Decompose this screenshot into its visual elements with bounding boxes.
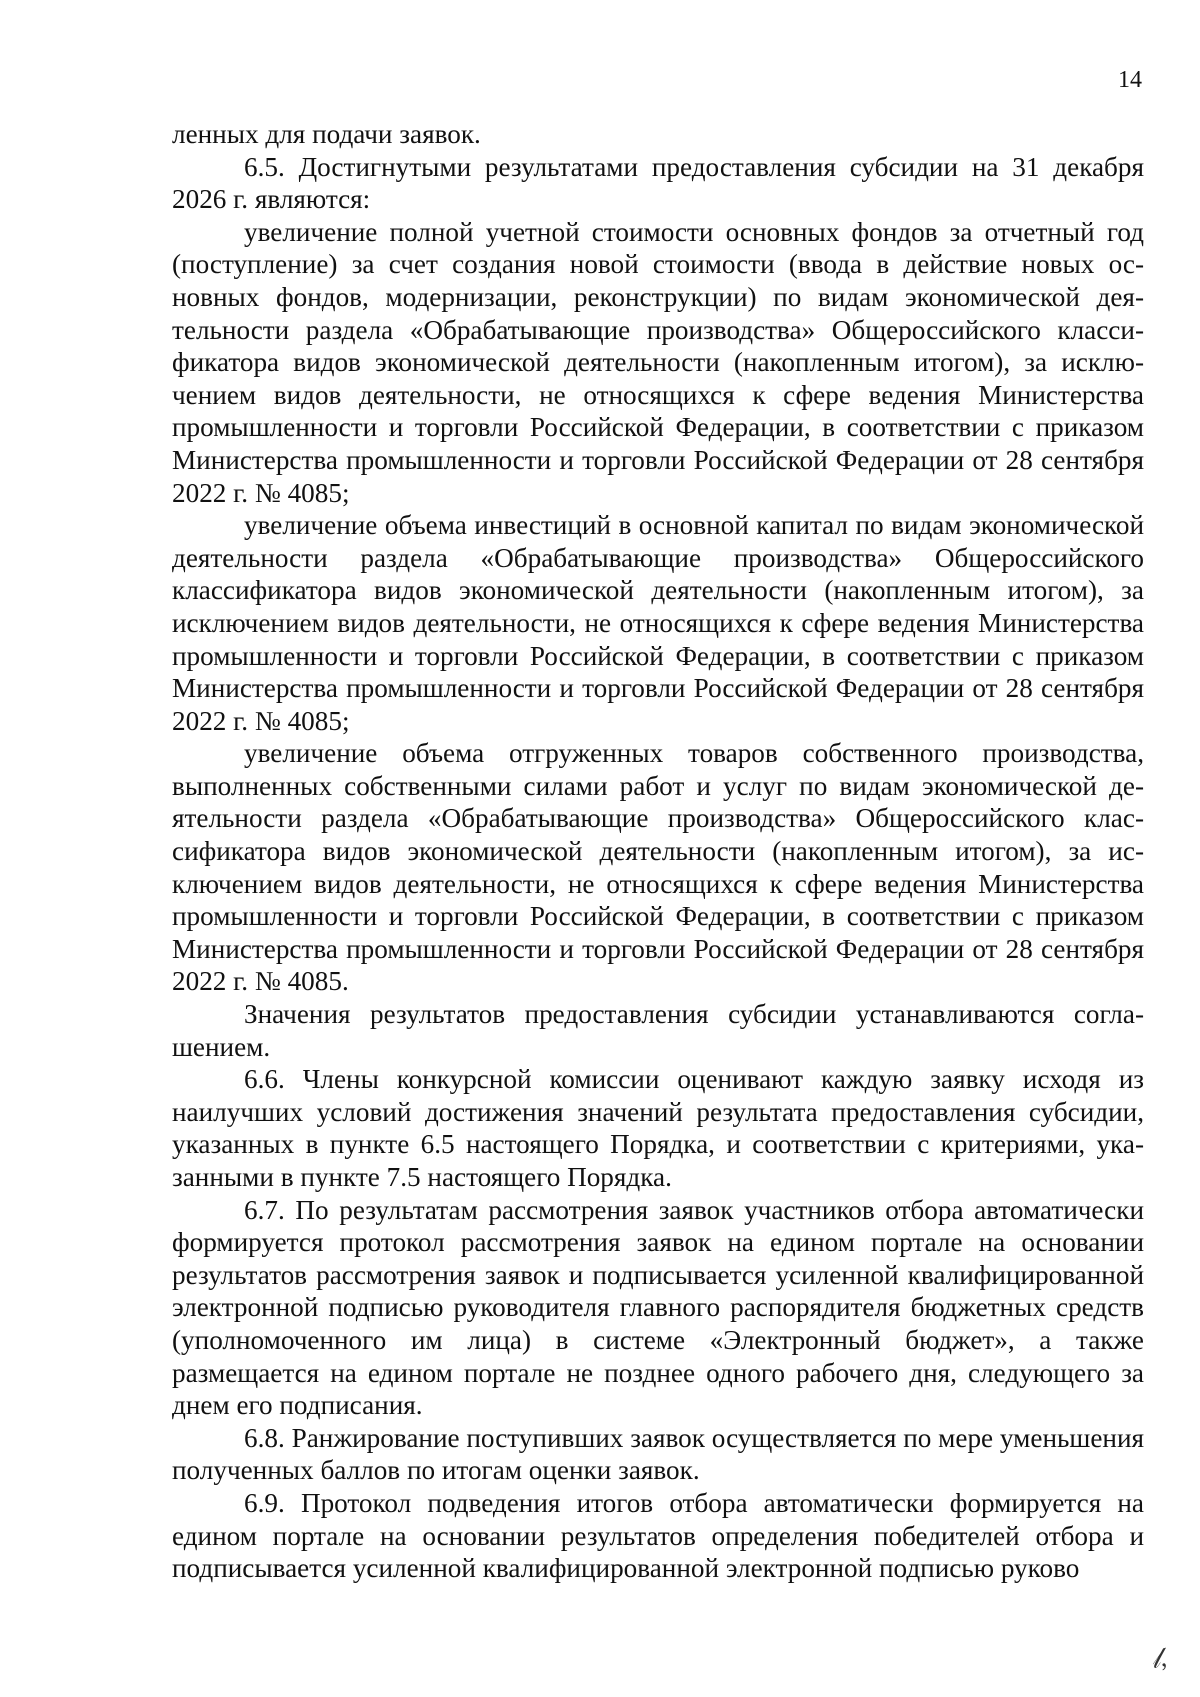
page-number: 14 — [1118, 67, 1142, 93]
paragraph-result-fixed-assets: увеличение полной учетной стоимости основных фондов за отчетный год (поступление) за счет создания новой стоимости (ввода в действие новых основных фондов, модернизации, реконструкции) по видам экономической деятельности раздела «Обрабатывающие производства» Общероссийского классификатора видов экономической деятельности (накопленным итогом), за исключением видов деятельности, не относящихся к сфере ведения Министерства промышленности и торговли Российской Федерации, в соответствии с приказом Министерства промышленности и торговли Российской Федерации от 28 сентября 2022 г. № 4085; — [172, 216, 1144, 508]
paragraph-6-5: 6.5. Достигнутыми результатами предоставления субсидии на 31 декабря 2026 г. являются: — [172, 151, 1144, 215]
paragraph-continuation: ленных для подачи заявок. — [172, 119, 481, 149]
paragraph-6-6: 6.6. Члены конкурсной комиссии оценивают каждую заявку исходя из наилучших условий достижения значений результата предоставления субсидии, указанных в пункте 6.5 настоящего Порядка, и соответствии с критериями, указанными в пункте 7.5 настоящего Порядка. — [172, 1064, 1144, 1192]
paragraph-6-8: 6.8. Ранжирование поступивших заявок осуществляется по мере уменьшения полученных баллов по итогам оценки заявок. — [172, 1422, 1144, 1486]
paragraph-6-9: 6.9. Протокол подведения итогов отбора автоматически формируется на едином портале на основании результатов определения победителей отбора и подписывается усиленной квалифицированной электронной подписью руково — [172, 1487, 1144, 1584]
paragraph-result-shipped-goods: увеличение объема отгруженных товаров собственного производства, выполненных собственными силами работ и услуг по видам экономической деятельности раздела «Обрабатывающие производства» Общероссийского классификатора видов экономической деятельности (накопленным итогом), за исключением видов деятельности, не относящихся к сфере ведения Министерства промышленности и торговли Российской Федерации, в соответствии с приказом Министерства промышленности и торговли Российской Федерации от 28 сентября 2022 г. № 4085. — [172, 738, 1144, 997]
paragraph-6-7: 6.7. По результатам рассмотрения заявок участников отбора автоматически формируется протокол рассмотрения заявок на едином портале на основании результатов рассмотрения заявок и подписывается усиленной квалифицированной электронной подписью руководителя главного распорядителя бюджетных средств (уполномоченного им лица) в системе «Электронный бюджет», а также размещается на едином портале не позднее одного рабочего дня, следующего за днем его подписания. — [172, 1194, 1144, 1421]
handwritten-mark: 𝓁, — [1147, 1642, 1169, 1675]
document-body — [172, 118, 1144, 1585]
paragraph-result-investments: увеличение объема инвестиций в основной капитал по видам экономической деятельности раздела «Обрабатывающие производства» Общероссийского классификатора видов экономической деятельности (накопленным итогом), за исключением видов деятельности, не относящихся к сфере ведения Министерства промышленности и торговли Российской Федерации, в соответствии с приказом Министерства промышленности и торговли Российской Федерации от 28 сентября 2022 г. № 4085; — [172, 510, 1144, 736]
paragraph-result-values: Значения результатов предоставления субсидии устанавливаются соглашением. — [172, 999, 1144, 1062]
